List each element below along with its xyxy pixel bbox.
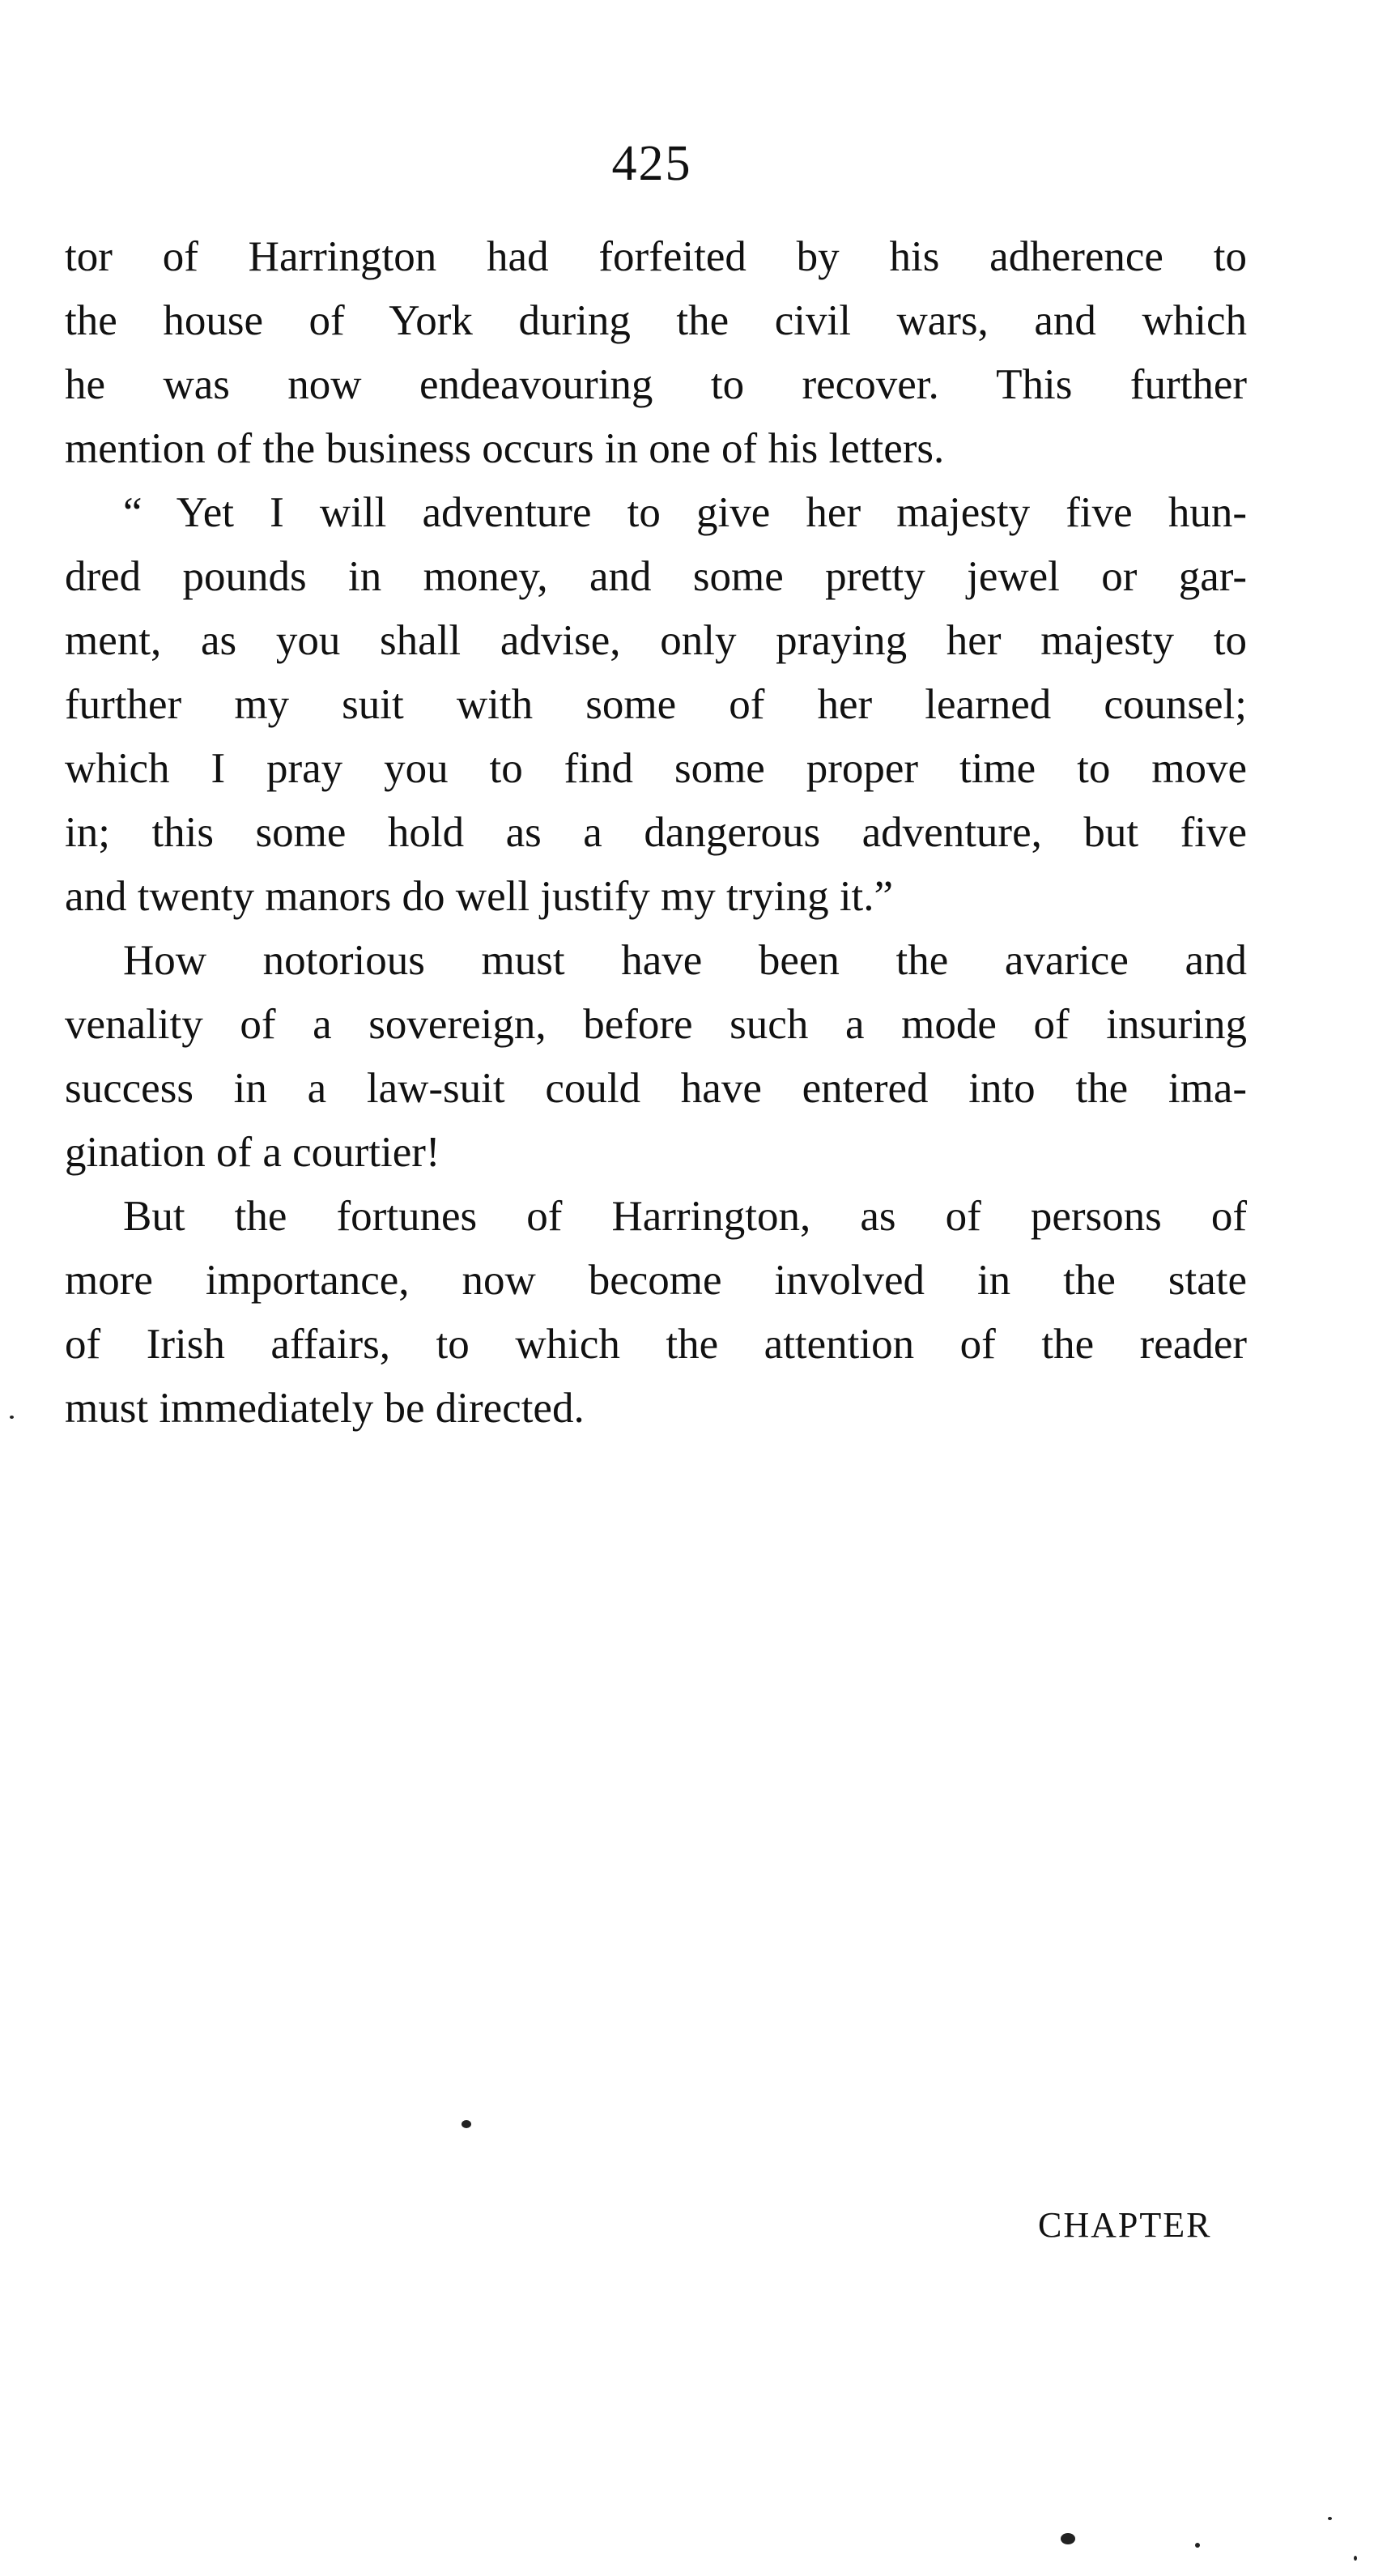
text-line: further my suit with some of her learned counsel; <box>65 681 1247 728</box>
page-number: 425 <box>611 136 692 191</box>
text-line: dred pounds in money, and some pretty jewel or gar- <box>65 553 1247 600</box>
text-line: But the fortunes of Harrington, as of persons of <box>123 1193 1247 1240</box>
text-line: must immediately be directed. <box>65 1385 585 1432</box>
text-line: which I pray you to find some proper time to move <box>65 745 1247 792</box>
catchword: CHAPTER <box>1038 2205 1212 2245</box>
ink-speck <box>10 1416 14 1419</box>
text-line: tor of Harrington had forfeited by his adherence to <box>65 233 1247 280</box>
text-line: success in a law-suit could have entered into the ima- <box>65 1065 1247 1112</box>
text-line: he was now endeavouring to recover. This further <box>65 361 1247 408</box>
ink-speck <box>1328 2517 1332 2520</box>
text-line: ment, as you shall advise, only praying her majesty to <box>65 617 1247 664</box>
ink-speck <box>1195 2543 1200 2548</box>
body-text <box>65 225 1247 1441</box>
text-line: in; this some hold as a dangerous adventure, but five <box>65 809 1247 856</box>
text-line: mention of the business occurs in one of his letters. <box>65 425 945 472</box>
ink-speck <box>1061 2533 1075 2544</box>
text-line: of Irish affairs, to which the attention of the reader <box>65 1321 1247 1368</box>
text-line: and twenty manors do well justify my trying it.” <box>65 873 894 920</box>
text-line: “ Yet I will adventure to give her majesty five hun- <box>123 489 1247 536</box>
text-line: venality of a sovereign, before such a mode of insuring <box>65 1001 1247 1048</box>
ink-speck <box>1354 2556 1357 2561</box>
text-line: more importance, now become involved in the state <box>65 1257 1247 1304</box>
text-line: gination of a courtier! <box>65 1129 440 1176</box>
ink-speck <box>462 2120 471 2128</box>
text-line: the house of York during the civil wars, and which <box>65 297 1247 344</box>
text-line: How notorious must have been the avarice and <box>123 937 1247 984</box>
